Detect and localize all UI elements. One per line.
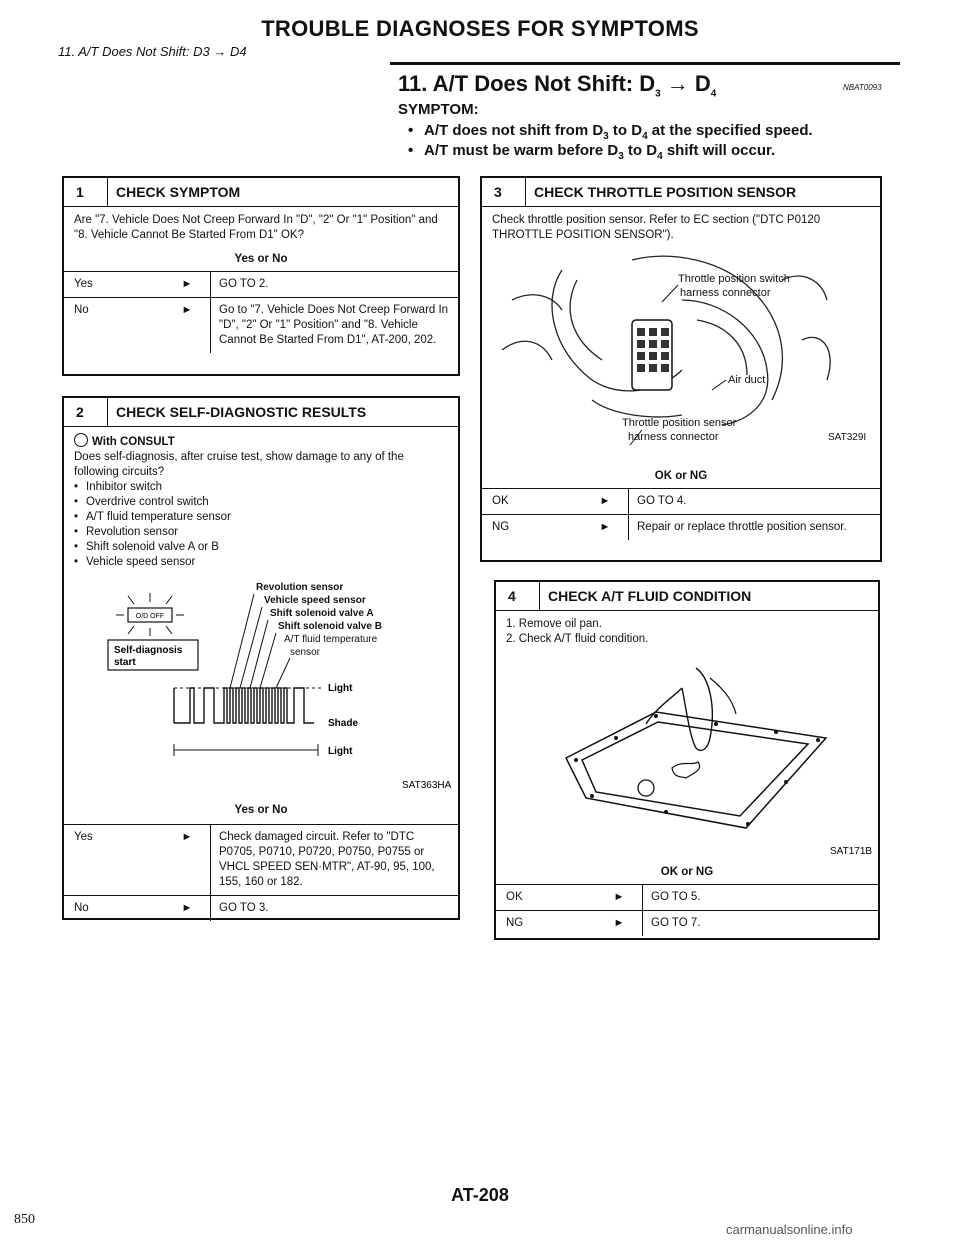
figure-label: Vehicle speed sensor xyxy=(264,595,366,606)
arrow-icon: ► xyxy=(181,278,193,290)
step-title: CHECK SELF-DIAGNOSTIC RESULTS xyxy=(116,404,367,420)
figure-label: Revolution sensor xyxy=(256,582,344,593)
svg-text:O/D OFF: O/D OFF xyxy=(135,613,165,620)
symptom-label: SYMPTOM: xyxy=(398,101,479,118)
list-item: • Inhibitor switch xyxy=(74,480,448,495)
page-header-subtitle: 11. A/T Does Not Shift: D3 → D4 xyxy=(58,44,247,59)
section-title: 11. A/T Does Not Shift: $D_3 \to D_4$ xyxy=(398,71,717,100)
ok-or-ng-label: OK or NG xyxy=(660,866,714,878)
figure-label: Shift solenoid valve B xyxy=(278,621,382,632)
yes-or-no-label: Yes or No xyxy=(234,804,288,816)
result-row: Yes ► GO TO 2. xyxy=(64,271,458,297)
step-number: 4 xyxy=(496,582,540,610)
step-title: CHECK THROTTLE POSITION SENSOR xyxy=(534,184,797,200)
step-number: 3 xyxy=(482,178,526,206)
self-diagnosis-label: start xyxy=(114,657,136,668)
list-item: • Shift solenoid valve A or B xyxy=(74,540,448,555)
step2-box xyxy=(62,396,460,920)
step4-box xyxy=(494,580,880,940)
step-title: CHECK SYMPTOM xyxy=(116,184,241,200)
figure-label: Throttle position switch xyxy=(678,273,790,285)
figure-label: Air duct xyxy=(728,374,766,386)
symptom-bullet: • A/T must be warm before $D_3$ to $D_4$ shift will occur. xyxy=(408,142,776,162)
list-item: • Overdrive control switch xyxy=(74,495,448,510)
list-item: • Revolution sensor xyxy=(74,525,448,540)
step-instruction: Check throttle position sensor. Refer to EC section ("DTC P0120 THROTTLE POSITION SENSOR"). xyxy=(492,214,821,241)
result-row: Yes ► Check damaged circuit. Refer to "DTC P0705, P0710, P0720, P0750, P0755 or VHCL SPEED SEN·MTR", AT-90, 95, 100, 155, 160 or 182. xyxy=(64,824,458,895)
arrow-icon: ► xyxy=(599,521,611,533)
list-item: • A/T fluid temperature sensor xyxy=(74,510,448,525)
throttle-sensor-illustration xyxy=(482,240,876,450)
list-item: • Vehicle speed sensor xyxy=(74,555,448,570)
figure-code: SAT363HA xyxy=(402,780,452,791)
signal-waveform xyxy=(174,688,314,723)
light-label: Light xyxy=(328,746,353,757)
light-label: Light xyxy=(328,683,353,694)
arrow-icon: ► xyxy=(181,304,193,316)
figure-label: sensor xyxy=(290,647,321,658)
step-title: CHECK A/T FLUID CONDITION xyxy=(548,588,752,604)
figure-code: SAT171B xyxy=(830,846,873,857)
arrow-icon: ► xyxy=(613,891,625,903)
circuit-list xyxy=(74,480,448,570)
figure-label: Throttle position sensor xyxy=(622,417,737,429)
result-row: No ► GO TO 3. xyxy=(64,895,458,921)
side-page-number: 850 xyxy=(14,1212,35,1227)
step-instruction: 2. Check A/T fluid condition. xyxy=(506,633,649,645)
symptom-bullet: • A/T does not shift from $D_3$ to $D_4$ at the specified speed. xyxy=(408,122,813,142)
consult-label: With CONSULT xyxy=(74,433,448,450)
result-row: NG ► Repair or replace throttle position sensor. xyxy=(482,514,880,540)
result-row: OK ► GO TO 5. xyxy=(496,884,878,910)
header-rule xyxy=(390,62,900,65)
figure-label: A/T fluid temperature xyxy=(284,634,378,645)
figure-label: harness connector xyxy=(680,287,771,299)
od-off-indicator-icon xyxy=(116,593,184,636)
step-number: 1 xyxy=(64,178,108,206)
page-number: AT-208 xyxy=(451,1185,509,1205)
result-row: OK ► GO TO 4. xyxy=(482,488,880,514)
result-row: NG ► GO TO 7. xyxy=(496,910,878,936)
self-diagnosis-label: Self-diagnosis xyxy=(114,645,183,656)
consult-icon xyxy=(74,433,88,447)
arrow-icon: ► xyxy=(181,902,193,914)
page-header-title: TROUBLE DIAGNOSES FOR SYMPTOMS xyxy=(261,16,699,41)
ok-or-ng-label: OK or NG xyxy=(654,470,708,482)
arrow-icon: ► xyxy=(613,917,625,929)
step-instruction: 1. Remove oil pan. xyxy=(506,618,602,630)
step-number: 2 xyxy=(64,398,108,426)
watermark: carmanualsonline.info xyxy=(726,1222,853,1237)
section-code: NBAT0093 xyxy=(843,83,882,92)
step1-box xyxy=(62,176,460,376)
shade-label: Shade xyxy=(328,718,359,729)
figure-label: Shift solenoid valve A xyxy=(270,608,374,619)
arrow-icon: ► xyxy=(181,831,193,843)
figure-code: SAT329I xyxy=(828,432,867,443)
self-diagnosis-signal-diagram xyxy=(64,578,454,793)
arrow-icon: ► xyxy=(599,495,611,507)
figure-label: harness connector xyxy=(628,431,719,443)
step-question: Are "7. Vehicle Does Not Creep Forward In "D", "2" Or "1" Position" and "8. Vehicle Cannot Be Started From D1" OK? xyxy=(74,214,438,241)
oil-pan-illustration xyxy=(496,648,874,878)
step3-box xyxy=(480,176,882,562)
yes-or-no-label: Yes or No xyxy=(234,253,288,265)
result-row: No ► Go to "7. Vehicle Does Not Creep Forward In "D", "2" Or "1" Position" and "8. Vehicle Cannot Be Started From D1", AT-200, 202. xyxy=(64,297,458,353)
step-question: Does self-diagnosis, after cruise test, show damage to any of the following circuits? xyxy=(74,451,404,478)
